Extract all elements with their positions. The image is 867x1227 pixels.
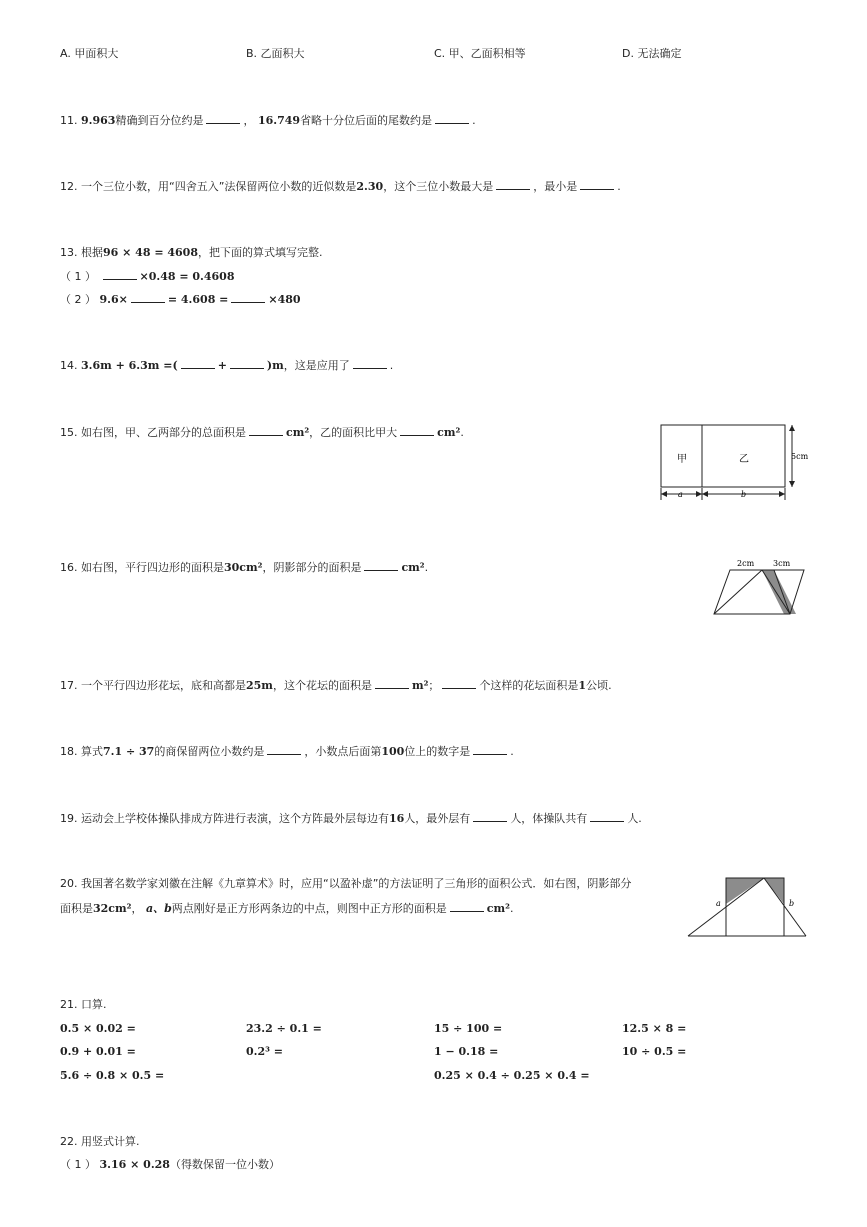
question-text: 个这样的花坛面积是 [479, 679, 579, 692]
question-text: ，小数点后面第 [304, 745, 382, 758]
question-number: 14. [60, 359, 78, 372]
unit: cm² [286, 426, 310, 439]
b-label: b [741, 490, 747, 499]
question-text: . [509, 902, 514, 915]
question-number: 18. [60, 745, 78, 758]
a-label: a [678, 490, 683, 499]
question-text: . [472, 114, 476, 127]
oral-item: 23.2 ÷ 0.1 = [246, 1022, 322, 1035]
question-13-sub-1 [60, 268, 234, 285]
question-number: 22. [60, 1135, 78, 1148]
question-number: 21. [60, 998, 78, 1011]
math-value: 2.30 [356, 180, 384, 193]
oral-item: 10 ÷ 0.5 = [622, 1045, 687, 1058]
question-number: 12. [60, 180, 78, 193]
question-16 [60, 559, 428, 576]
math-value: 32cm² [93, 902, 132, 915]
question-text: 一个平行四边形花坛，底和高都是 [81, 679, 246, 692]
parallelogram-figure [708, 555, 808, 619]
sub-label: （ 2 ） [60, 293, 96, 306]
question-number: 20. [60, 877, 78, 890]
answer-blank[interactable] [496, 178, 530, 190]
question-text: ， [131, 902, 143, 915]
math-value: 16 [389, 812, 405, 825]
answer-blank[interactable] [580, 178, 614, 190]
math-expression: 9.6× [99, 293, 128, 306]
math-value: 1 [578, 679, 587, 692]
unit: cm² [437, 426, 461, 439]
answer-blank[interactable] [473, 743, 507, 755]
oral-item: 12.5 × 8 = [622, 1022, 687, 1035]
answer-blank[interactable] [206, 112, 240, 124]
question-text: . [424, 561, 429, 574]
math-expression: ×480 [268, 293, 301, 306]
answer-blank[interactable] [364, 559, 398, 571]
question-text: 一个三位小数，用“四舍五入”法保留两位小数的近似数是 [81, 180, 357, 193]
question-text: 精确到百分位约是 [115, 114, 204, 127]
question-21 [60, 997, 107, 1013]
question-number: 16. [60, 561, 78, 574]
question-text: . [389, 359, 394, 372]
question-13-sub-2 [60, 291, 301, 308]
answer-blank[interactable] [181, 357, 215, 369]
question-number: 19. [60, 812, 78, 825]
question-14 [60, 357, 393, 374]
math-expression: 3.16 × 0.28 [99, 1158, 170, 1171]
answer-blank[interactable] [450, 900, 484, 912]
unit: cm² [486, 902, 510, 915]
question-20-line-1 [60, 876, 631, 892]
a-label: a [716, 899, 721, 908]
math-value: 30cm² [224, 561, 263, 574]
question-13 [60, 245, 322, 261]
question-text: 运动会上学校体操队排成方阵进行表演，这个方阵最外层每边有 [81, 812, 389, 825]
question-number: 17. [60, 679, 78, 692]
question-text: 的商保留两位小数约是 [154, 745, 265, 758]
math-value: 25m [246, 679, 273, 692]
math-expression: ×0.48 = 0.4608 [139, 270, 235, 283]
oral-item: 0.9 + 0.01 = [60, 1045, 136, 1058]
question-text: 如右图，甲、乙两部分的总面积是 [81, 426, 246, 439]
oral-item: 1 − 0.18 = [434, 1045, 499, 1058]
sub-label: （ 1 ） [60, 1158, 96, 1171]
question-18 [60, 743, 514, 760]
question-text: ，阴影部分的面积是 [262, 561, 362, 574]
question-19 [60, 810, 642, 827]
math-value: 16.749 [257, 114, 301, 127]
answer-blank[interactable] [473, 810, 507, 822]
question-number: 15. [60, 426, 78, 439]
question-number: 11. [60, 114, 78, 127]
answer-blank[interactable] [249, 424, 283, 436]
option-a: A. 甲面积大 [60, 47, 119, 60]
math-expression: 96 × 48 = 4608 [103, 246, 198, 259]
answer-blank[interactable] [590, 810, 624, 822]
option-b: B. 乙面积大 [246, 47, 305, 60]
math-expression: + [217, 359, 227, 372]
answer-blank[interactable] [230, 357, 264, 369]
question-text: 用竖式计算. [81, 1135, 140, 1148]
answer-blank[interactable] [267, 743, 301, 755]
question-text: 人. [627, 812, 642, 825]
question-text: 公顷. [586, 679, 612, 692]
answer-blank[interactable] [353, 357, 387, 369]
math-expression: 7.1 ÷ 37 [103, 745, 155, 758]
answer-blank[interactable] [131, 291, 165, 303]
question-22-sub-1 [60, 1157, 280, 1173]
option-c: C. 甲、乙面积相等 [434, 47, 526, 60]
question-22 [60, 1134, 140, 1150]
oral-item: 0.5 × 0.02 = [60, 1022, 136, 1035]
math-value: a、b [145, 902, 172, 915]
oral-item: 5.6 ÷ 0.8 × 0.5 = [60, 1069, 165, 1082]
question-15 [60, 424, 464, 441]
square-triangle-figure [684, 872, 810, 942]
answer-blank[interactable] [375, 677, 409, 689]
answer-blank[interactable] [442, 677, 476, 689]
question-text: ，最小是 [533, 180, 578, 193]
question-text: ， [243, 114, 255, 127]
answer-blank[interactable] [435, 112, 469, 124]
question-text: 省略十分位后面的尾数约是 [300, 114, 433, 127]
oral-item: 0.25 × 0.4 ÷ 0.25 × 0.4 = [434, 1069, 590, 1082]
question-20-line-2 [60, 900, 513, 917]
answer-blank[interactable] [103, 268, 137, 280]
rectangle-figure [655, 418, 815, 508]
question-text: ，这个三位小数最大是 [383, 180, 494, 193]
question-12 [60, 178, 621, 195]
option-d: D. 无法确定 [622, 47, 682, 60]
math-expression: = 4.608 = [167, 293, 229, 306]
question-text: 如右图，平行四边形的面积是 [81, 561, 224, 574]
question-text: 口算. [81, 998, 107, 1011]
question-text: 面积是 [60, 902, 93, 915]
answer-blank[interactable] [400, 424, 434, 436]
oral-item: 15 ÷ 100 = [434, 1022, 503, 1035]
height-label: 5cm [791, 452, 809, 461]
math-expression: 3.6m + 6.3m =( [81, 359, 178, 372]
question-text: ； [428, 679, 440, 692]
math-value: 100 [381, 745, 405, 758]
question-text: 算式 [81, 745, 103, 758]
oral-item: 0.2³ = [246, 1045, 284, 1058]
sub-label: （ 1 ） [60, 270, 96, 283]
question-text: ，这个花坛的面积是 [272, 679, 372, 692]
question-text: 人，最外层有 [404, 812, 471, 825]
label-3cm: 3cm [773, 559, 791, 568]
question-text: . [460, 426, 464, 439]
question-11 [60, 112, 476, 129]
label-jia: 甲 [677, 454, 687, 465]
answer-blank[interactable] [231, 291, 265, 303]
math-value: 9.963 [81, 114, 116, 127]
b-label: b [789, 899, 795, 908]
question-text: 人，体操队共有 [510, 812, 588, 825]
question-text: 位上的数字是 [404, 745, 471, 758]
question-17 [60, 677, 612, 694]
question-text: ，把下面的算式填写完整. [197, 246, 323, 259]
question-number: 13. [60, 246, 78, 259]
question-text: 我国著名数学家刘徽在注解《九章算术》时，应用“以盈补虚”的方法证明了三角形的面积公式．如右图，阴影部分 [81, 877, 632, 890]
question-text: . [617, 180, 621, 193]
question-text: ，这是应用了 [283, 359, 350, 372]
question-text: ，乙的面积比甲大 [309, 426, 398, 439]
question-text: 两点刚好是正方形两条边的中点，则图中正方形的面积是 [171, 902, 447, 915]
question-text: （得数保留一位小数） [169, 1158, 280, 1171]
math-expression: )m [266, 359, 284, 372]
unit: m² [411, 679, 429, 692]
question-text: 根据 [81, 246, 103, 259]
unit: cm² [401, 561, 425, 574]
question-text: . [510, 745, 514, 758]
label-2cm: 2cm [737, 559, 755, 568]
label-yi: 乙 [739, 454, 749, 465]
